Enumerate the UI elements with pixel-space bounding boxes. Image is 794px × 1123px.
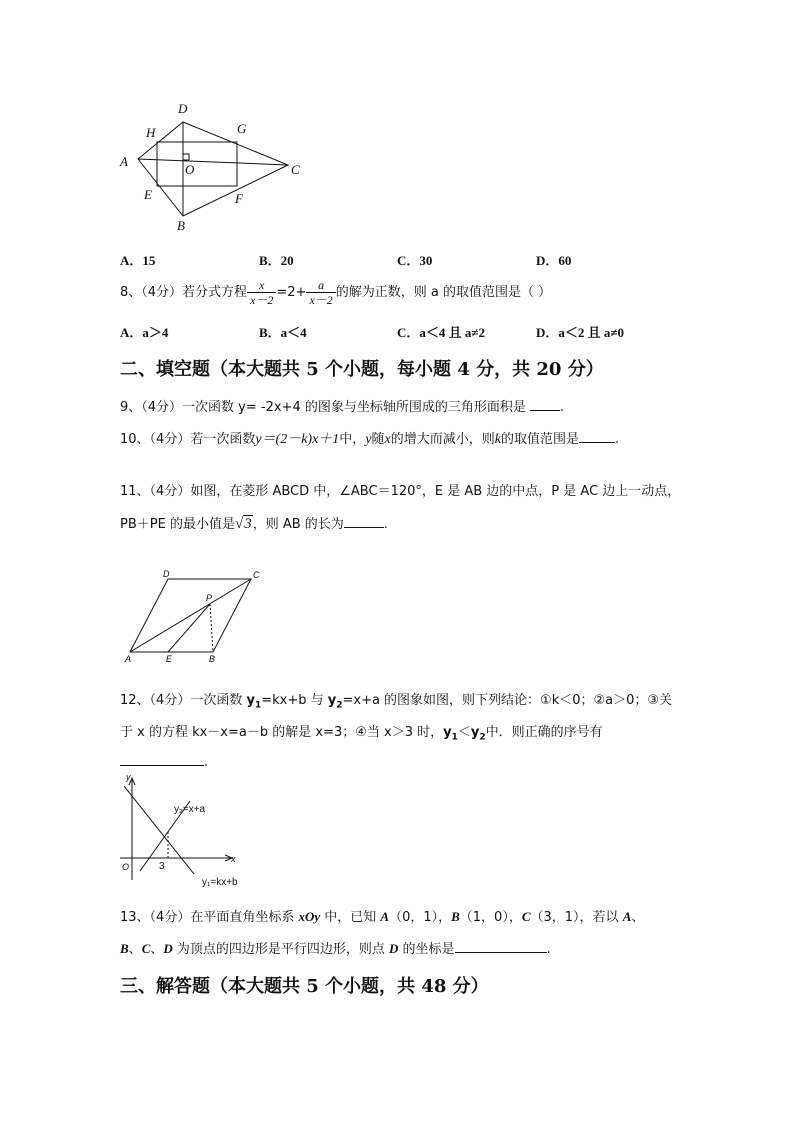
q8-option-a: A．a＞4: [120, 325, 169, 340]
figure-q12-graph: [112, 770, 252, 888]
question-12-line-3: .: [120, 753, 208, 770]
axis-x-label: x: [231, 854, 236, 864]
question-11-line-1: 11、（4分）如图，在菱形 ABCD 中，∠ABC＝120°，E 是 AB 边的中点，P 是 AC 边上一动点，: [120, 484, 681, 499]
question-10: 10、（4分）若一次函数y＝(2－k)x＋1中，y随x的增大而减小，则k的取值范围是 .: [120, 432, 620, 447]
question-8: 8、（4分）若分式方程 $\frac{x}{x-2}$ =2+ $\frac{a}{x-2}$ 的解为正数，则 a 的取值范围是（ ）: [120, 278, 552, 307]
label-G: G: [237, 121, 247, 136]
label-C: C: [291, 162, 300, 177]
label-E: E: [144, 187, 152, 202]
line-y2-label: y₂=x+a: [174, 804, 206, 815]
line-y1-label: y₁=kx+b: [202, 877, 238, 888]
section-3-heading: 三、解答题（本大题共 5 个小题，共 48 分）: [120, 976, 489, 997]
label-C: C: [253, 570, 260, 580]
label-F: F: [235, 191, 243, 206]
q7-option-d: D．60: [536, 253, 572, 268]
q7-option-b: B．20: [259, 253, 294, 268]
question-13-line-1: 13、（4分）在平面直角坐标系 xOy 中，已知 A（0，1），B（1，0），C（3，1），若以 A、: [120, 909, 645, 925]
q8-option-b: B．a＜4: [259, 325, 307, 340]
label-A: A: [125, 654, 132, 664]
q12-answer-blank: [120, 753, 204, 766]
origin-label: O: [122, 862, 130, 872]
figure-q11-rhombus: [118, 568, 278, 668]
q9-answer-blank: [530, 398, 560, 411]
q13-answer-blank: [455, 940, 547, 953]
label-H: H: [146, 125, 156, 140]
q11-answer-blank: [344, 515, 384, 528]
q8-option-c: C．a＜4 且 a≠2: [397, 325, 486, 340]
label-P: P: [206, 593, 213, 603]
q7-option-a: A．15: [120, 253, 156, 268]
q8-fraction-1: $\frac{x}{x-2}$: [247, 278, 276, 307]
question-11-line-2: PB＋PE 的最小值是√3，则 AB 的长为 .: [120, 516, 388, 532]
question-9: 9、（4分）一次函数 y= -2x+4 的图象与坐标轴所围成的三角形面积是 .: [120, 400, 565, 415]
sqrt-3: √3: [234, 516, 252, 532]
label-A: A: [120, 154, 128, 169]
question-13-line-2: B、C、D 为顶点的四边形是平行四边形，则点 D 的坐标是 .: [120, 941, 551, 957]
q7-option-c: C．30: [397, 253, 433, 268]
label-D: D: [178, 101, 188, 116]
label-D: D: [163, 569, 170, 579]
tick-3-label: 3: [159, 861, 165, 872]
axis-y-label: y: [126, 772, 131, 782]
figure-q7-kite: [115, 98, 315, 238]
section-2-heading: 二、填空题（本大题共 5 个小题，每小题 4 分，共 20 分）: [120, 359, 604, 380]
label-B: B: [209, 654, 216, 664]
question-12-line-2: 于 x 的方程 kx－x=a－b 的解是 x=3；④当 x＞3 时，$y_1<y_2$中．则正确的序号有: [120, 725, 603, 743]
label-O: O: [185, 162, 195, 177]
q10-answer-blank: [579, 430, 615, 443]
q8-option-d: D．a＜2 且 a≠0: [536, 325, 625, 340]
question-12-line-1: 12、（4分）一次函数 $y_1=kx+b$ 与 $y_2=x+a$ 的图象如图，则下列结论：①k＜0；②a＞0；③关: [120, 693, 673, 711]
q8-fraction-2: $\frac{a}{x-2}$: [306, 278, 335, 307]
label-B: B: [177, 218, 185, 233]
label-E: E: [166, 654, 173, 664]
